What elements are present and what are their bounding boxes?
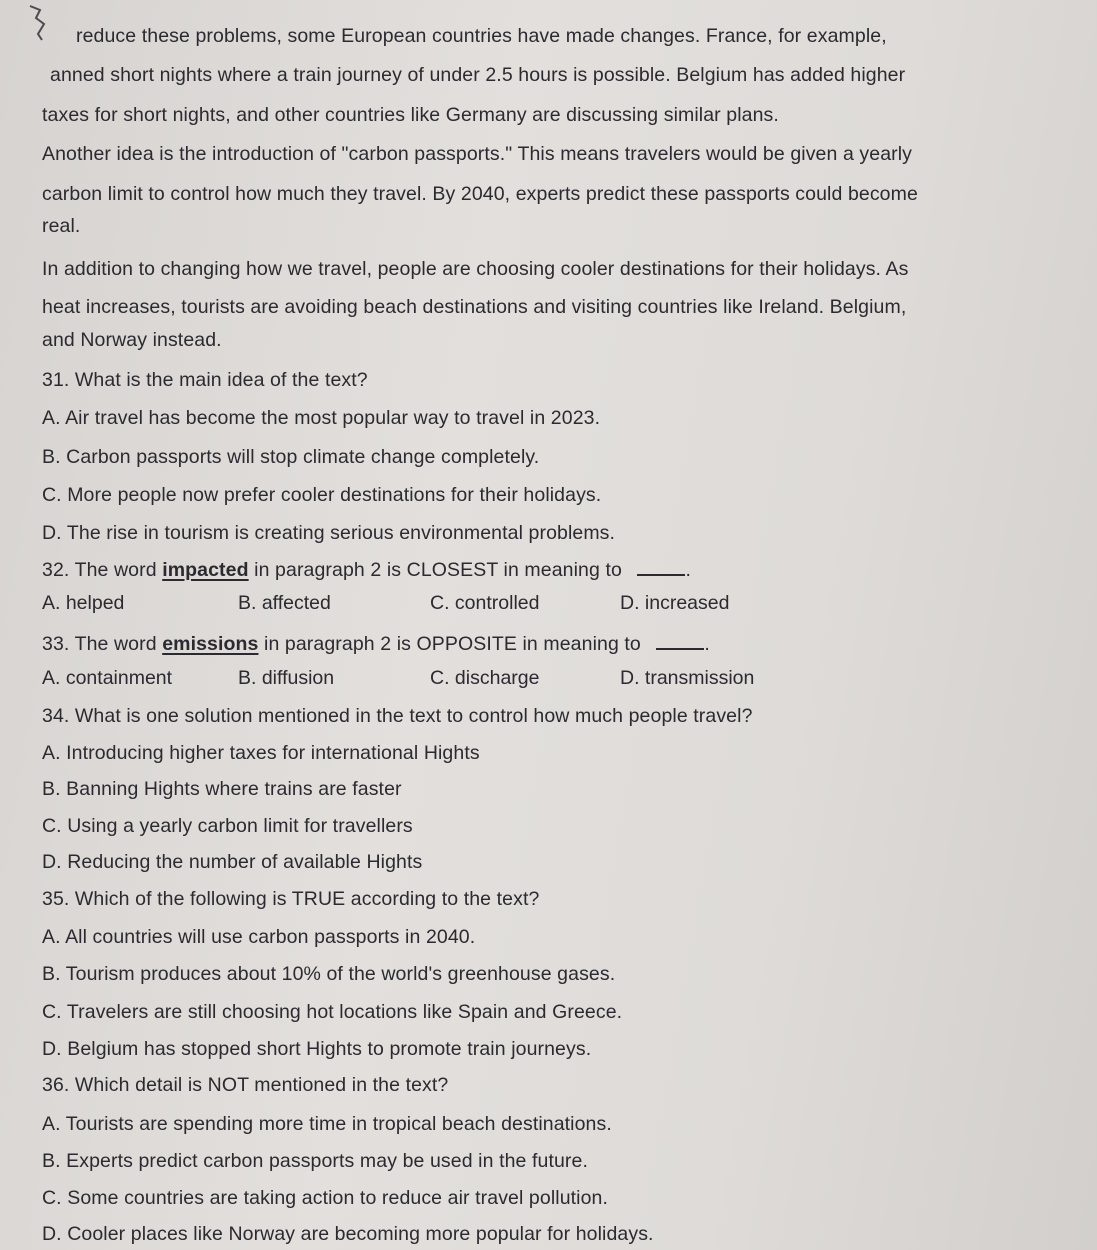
passage-line-3 xyxy=(42,103,1027,127)
question-32-option-a[interactable]: A. helped xyxy=(42,592,125,614)
question-35-option-b[interactable]: B. Tourism produces about 10% of the world's greenhouse gases. xyxy=(42,963,616,985)
question-35-option-d[interactable]: D. Belgium has stopped short Hights to promote train journeys. xyxy=(42,1038,592,1060)
passage-line-1 xyxy=(76,24,1027,48)
question-32-option-d[interactable]: D. increased xyxy=(620,592,730,614)
page-corner-mark xyxy=(26,4,48,42)
question-36-option-d[interactable]: D. Cooler places like Norway are becoming more popular for holidays. xyxy=(42,1223,654,1245)
question-34-option-d[interactable]: D. Reducing the number of available Hights xyxy=(42,851,423,873)
question-33-stem xyxy=(42,630,1027,656)
question-33-target-word: emissions xyxy=(162,633,259,655)
question-35-stem: 35. Which of the following is TRUE according to the text? xyxy=(42,888,540,910)
passage-line-8 xyxy=(42,295,1027,319)
passage-line-5 xyxy=(42,182,1027,206)
answer-blank[interactable] xyxy=(637,556,685,576)
question-32-stem xyxy=(42,556,1027,582)
question-33-option-b[interactable]: B. diffusion xyxy=(238,667,335,689)
question-34-option-c[interactable]: C. Using a yearly carbon limit for travellers xyxy=(42,815,413,837)
question-34-option-b[interactable]: B. Banning Hights where trains are faster xyxy=(42,778,402,800)
question-31-option-b[interactable]: B. Carbon passports will stop climate change completely. xyxy=(42,446,540,468)
question-31-option-d[interactable]: D. The rise in tourism is creating serious environmental problems. xyxy=(42,522,616,544)
question-34-option-a[interactable]: A. Introducing higher taxes for international Hights xyxy=(42,742,480,764)
passage-text: reduce these problems, some European countries have made changes. France, for example, xyxy=(76,25,887,47)
question-32-option-b[interactable]: B. affected xyxy=(238,592,331,614)
question-32-target-word: impacted xyxy=(162,559,249,581)
question-33-option-d[interactable]: D. transmission xyxy=(620,667,755,689)
passage-text: and Norway instead. xyxy=(42,329,222,351)
passage-text: carbon limit to control how much they travel. By 2040, experts predict these passports could become xyxy=(42,183,918,205)
passage-text: taxes for short nights, and other countries like Germany are discussing similar plans. xyxy=(42,104,779,126)
question-32-end: . xyxy=(685,559,691,581)
question-33-option-a[interactable]: A. containment xyxy=(42,667,173,689)
question-32-stem-pre: 32. The word xyxy=(42,559,157,581)
passage-text: Another idea is the introduction of "carbon passports." This means travelers would be given a yearly xyxy=(42,143,913,165)
question-33-end: . xyxy=(704,633,710,655)
question-32-option-c[interactable]: C. controlled xyxy=(430,592,540,614)
question-31-stem: 31. What is the main idea of the text? xyxy=(42,369,368,391)
passage-text: real. xyxy=(42,215,81,237)
question-36-option-b[interactable]: B. Experts predict carbon passports may be used in the future. xyxy=(42,1150,588,1172)
question-33-stem-pre: 33. The word xyxy=(42,633,157,655)
question-36-option-a[interactable]: A. Tourists are spending more time in tropical beach destinations. xyxy=(42,1113,612,1135)
passage-line-4 xyxy=(42,142,1027,166)
question-33-stem-post: in paragraph 2 is OPPOSITE in meaning to xyxy=(264,633,641,655)
question-32-stem-post: in paragraph 2 is CLOSEST in meaning to xyxy=(254,559,622,581)
passage-line-9 xyxy=(42,328,1027,352)
passage-text: In addition to changing how we travel, people are choosing cooler destinations for their holidays. As xyxy=(42,258,909,280)
question-31-option-c[interactable]: C. More people now prefer cooler destinations for their holidays. xyxy=(42,484,602,506)
question-35-option-c[interactable]: C. Travelers are still choosing hot locations like Spain and Greece. xyxy=(42,1001,623,1023)
passage-line-2 xyxy=(50,63,1027,87)
question-31-option-a[interactable]: A. Air travel has become the most popular way to travel in 2023. xyxy=(42,407,601,429)
question-34-stem: 34. What is one solution mentioned in the text to control how much people travel? xyxy=(42,705,753,727)
passage-line-6 xyxy=(42,214,1027,238)
passage-text: heat increases, tourists are avoiding beach destinations and visiting countries like Ireland. Belgium, xyxy=(42,296,907,318)
answer-blank[interactable] xyxy=(656,630,704,650)
passage-text: anned short nights where a train journey of under 2.5 hours is possible. Belgium has added higher xyxy=(50,64,906,86)
question-36-option-c[interactable]: C. Some countries are taking action to reduce air travel pollution. xyxy=(42,1187,608,1209)
passage-line-7 xyxy=(42,257,1027,281)
question-33-option-c[interactable]: C. discharge xyxy=(430,667,540,689)
question-36-stem: 36. Which detail is NOT mentioned in the text? xyxy=(42,1074,449,1096)
question-35-option-a[interactable]: A. All countries will use carbon passports in 2040. xyxy=(42,926,476,948)
